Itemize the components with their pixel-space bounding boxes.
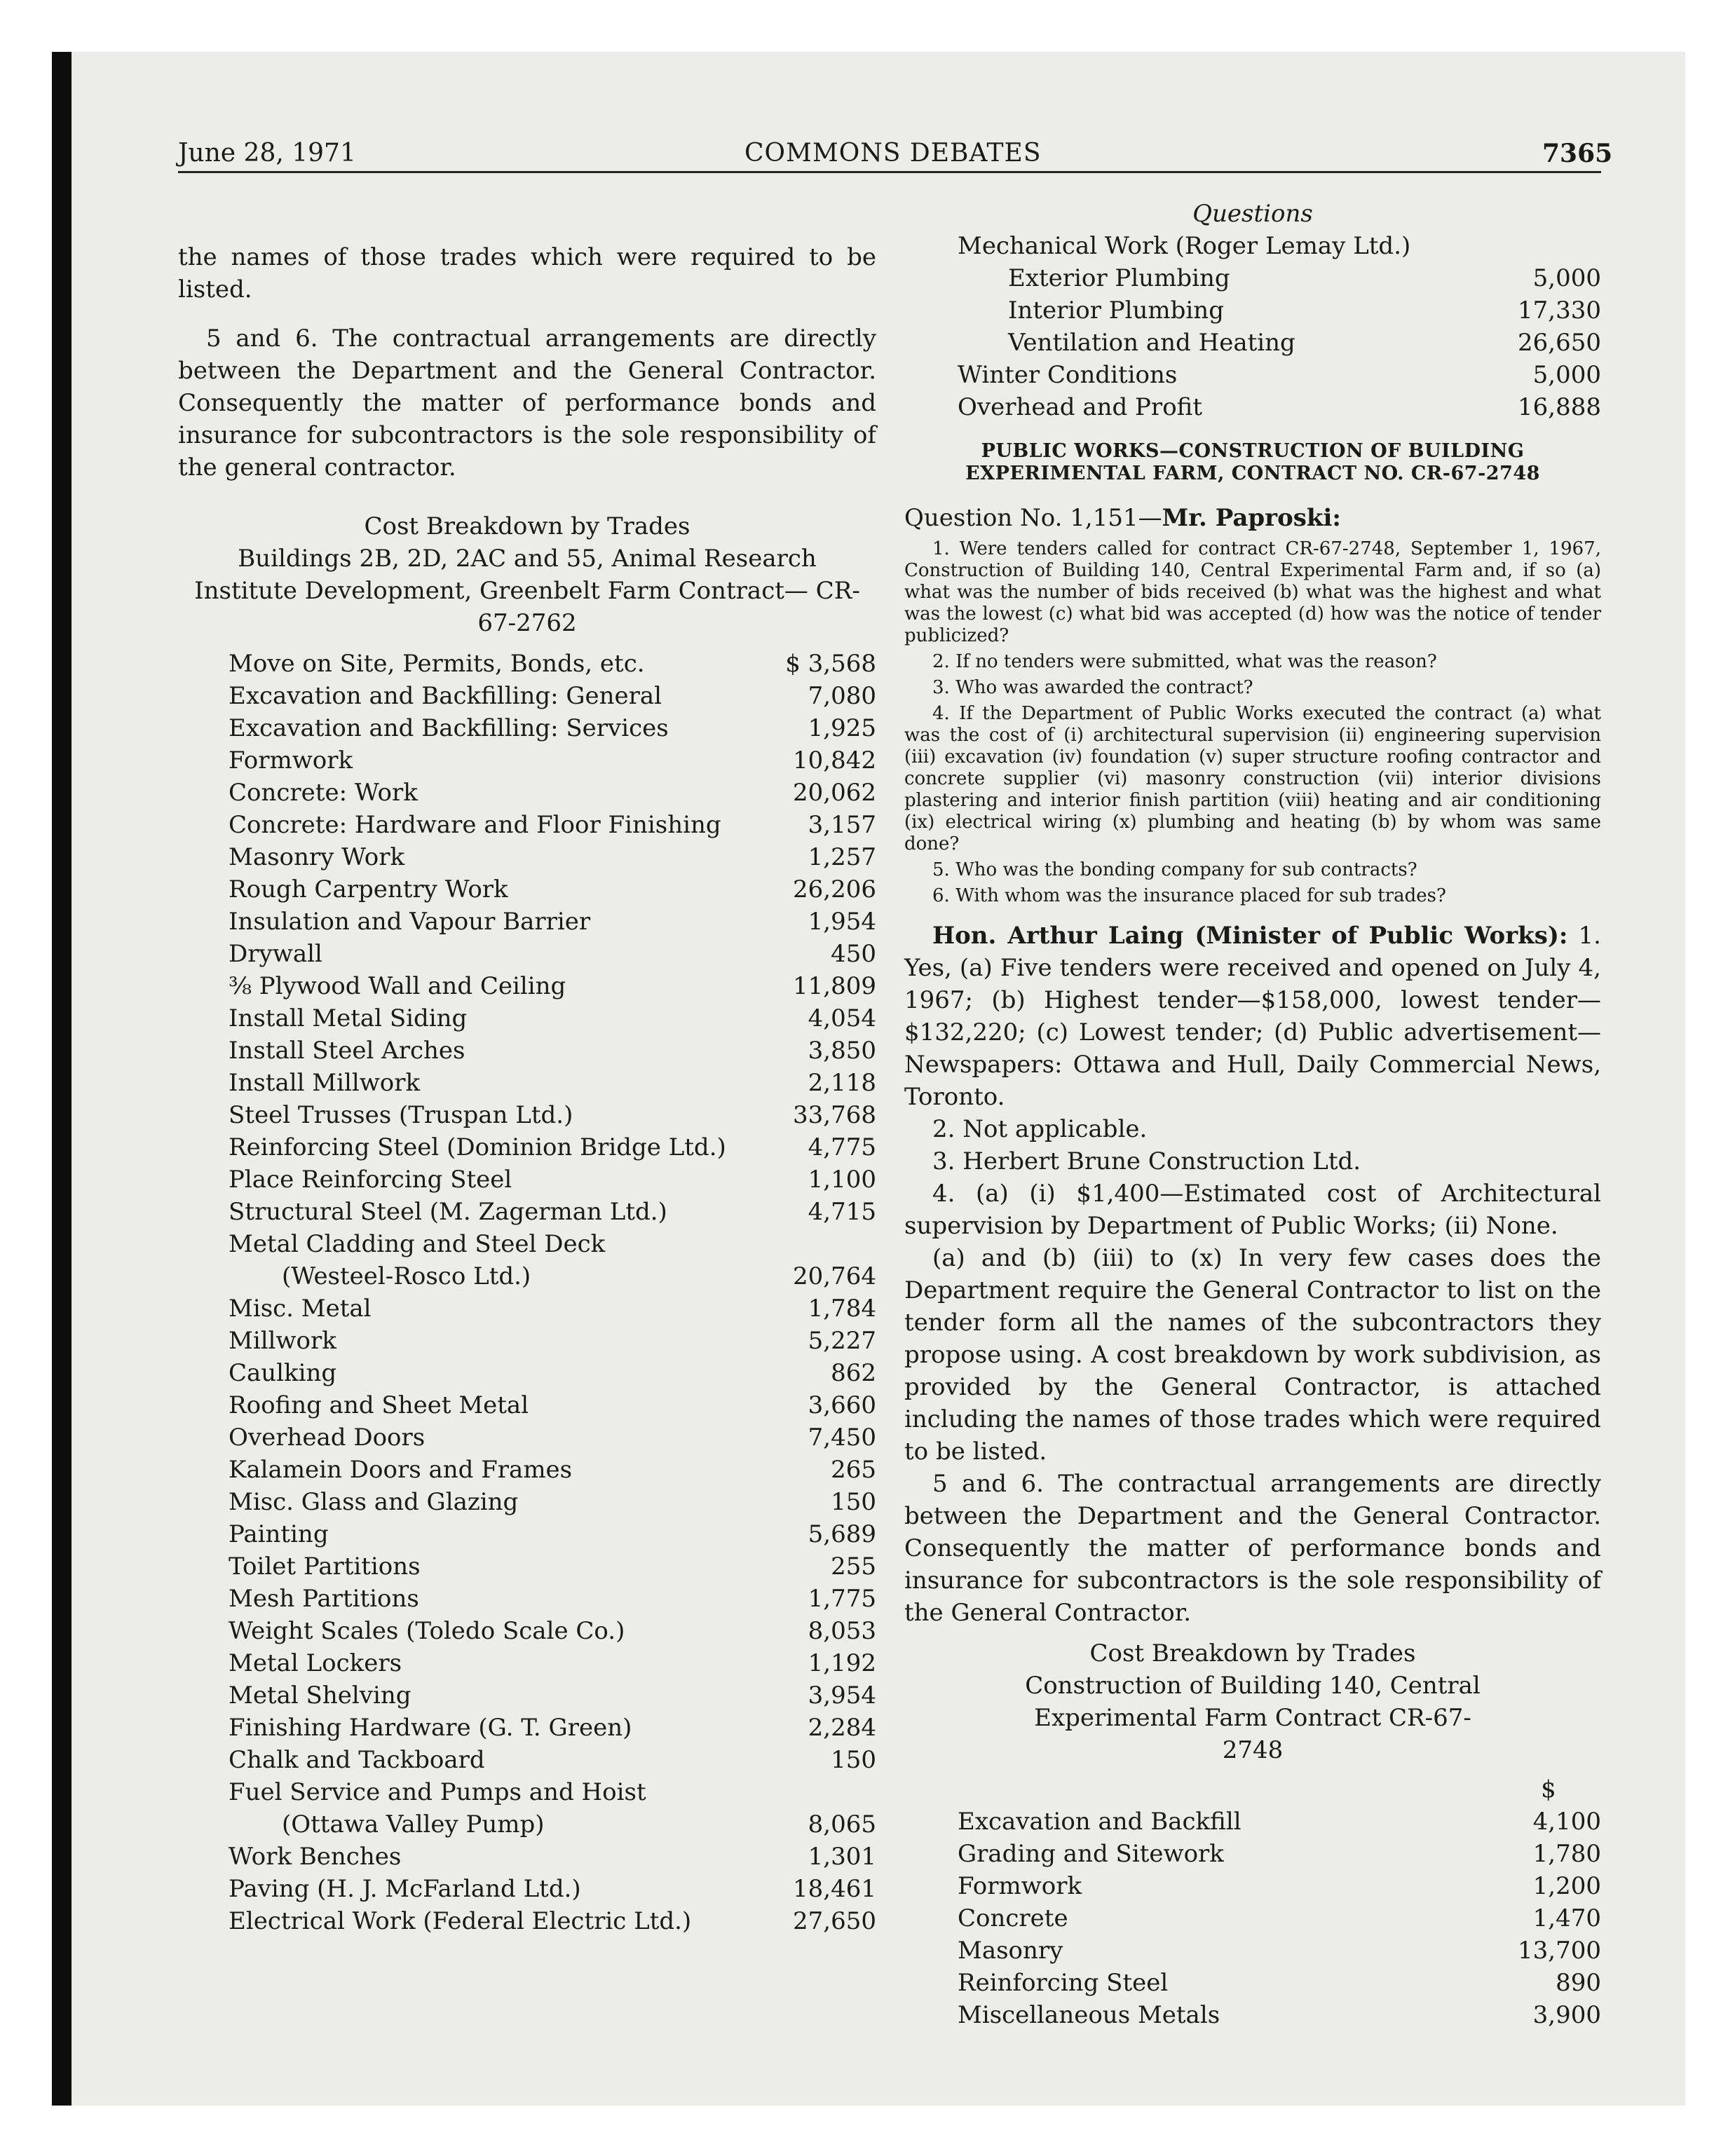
breakdown-subtitle-right: Construction of Building 140, Central Experimental Farm Contract CR-67-2748	[1025, 1672, 1481, 1764]
table-row	[229, 1035, 876, 1067]
item-label-text: Finishing Hardware (G. T. Green)	[229, 1714, 632, 1742]
item-value: 16,888	[1518, 393, 1601, 421]
item-label	[229, 744, 764, 777]
continued-text: the names of those trades which were required to be listed.	[178, 243, 876, 303]
item-label	[229, 1035, 764, 1067]
item-label-text: ⅜ Plywood Wall and Ceiling	[229, 972, 566, 1000]
item-label	[229, 1712, 764, 1744]
table-row	[958, 262, 1601, 294]
item-value: 7,080	[808, 682, 876, 710]
item-label	[229, 1454, 764, 1486]
item-label-text: Paving (H. J. McFarland Ltd.)	[229, 1875, 581, 1903]
item-label-text: Move on Site, Permits, Bonds, etc.	[229, 650, 645, 678]
item-value: 1,954	[808, 908, 876, 936]
item-value: 8,065	[808, 1810, 876, 1838]
answer-speaker: Hon. Arthur Laing (Minister of Public Works):	[932, 922, 1568, 950]
item-value: 27,650	[793, 1907, 876, 1935]
item-label-text: Masonry Work	[229, 843, 405, 871]
table-row	[958, 1806, 1601, 1838]
item-label	[229, 712, 764, 744]
item-label-text: Mesh Partitions	[229, 1585, 419, 1613]
item-value: 890	[1556, 1969, 1601, 1997]
table-row	[958, 1838, 1601, 1870]
item-label-text: Drywall	[229, 940, 322, 968]
table-row	[229, 680, 876, 712]
item-label-text: Place Reinforcing Steel	[229, 1166, 512, 1194]
item-label	[958, 1935, 1496, 1967]
binding-edge	[52, 52, 72, 2106]
table-row	[229, 1486, 876, 1518]
table-row	[229, 938, 876, 970]
item-value: 1,257	[808, 843, 876, 871]
item-value: 450	[831, 940, 876, 968]
item-label-text: Excavation and Backfill	[958, 1808, 1241, 1836]
item-label-text: Grading and Sitework	[958, 1840, 1224, 1868]
item-value: 1,100	[808, 1166, 876, 1194]
item-value: 5,000	[1532, 264, 1601, 292]
table-row	[229, 1325, 876, 1357]
item-label-text: Weight Scales (Toledo Scale Co.)	[229, 1617, 625, 1645]
item-label-continued: (Ottawa Valley Pump)	[282, 1810, 545, 1838]
item-value: 1,775	[808, 1585, 876, 1613]
item-label-text: Chalk and Tackboard	[229, 1746, 485, 1774]
item-label-text: Steel Trusses (Truspan Ltd.)	[229, 1101, 573, 1129]
item-label-text: Concrete: Work	[229, 779, 418, 807]
item-label	[958, 1838, 1496, 1870]
item-label-text: Millwork	[229, 1327, 336, 1355]
item-value: 1,925	[808, 714, 876, 742]
mech-heading: Mechanical Work (Roger Lemay Ltd.)	[958, 232, 1411, 260]
item-label-text: Overhead Doors	[229, 1424, 426, 1452]
item-label-text: Metal Cladding and Steel Deck	[229, 1230, 606, 1258]
table-row	[229, 1518, 876, 1550]
item-label	[958, 391, 1496, 423]
item-label-text: Excavation and Backfilling: Services	[229, 714, 669, 742]
item-label-text: Kalamein Doors and Frames	[229, 1456, 573, 1484]
item-label	[229, 1002, 764, 1035]
table-row	[229, 648, 876, 680]
question-item: 6. With whom was the insurance placed for sub trades?	[932, 885, 1446, 906]
table-row	[229, 1776, 876, 1841]
item-label-text: Formwork	[958, 1872, 1082, 1900]
item-value: 7,450	[808, 1424, 876, 1452]
item-label-text: Concrete: Hardware and Floor Finishing	[229, 811, 721, 839]
table-row	[229, 1196, 876, 1228]
item-label-text: Concrete	[958, 1904, 1068, 1932]
item-label	[229, 1292, 764, 1325]
table-row	[229, 1712, 876, 1744]
item-value: 11,809	[793, 972, 876, 1000]
item-label	[229, 809, 764, 841]
question-number: Question No. 1,151—	[904, 504, 1162, 532]
paragraph-5-6: 5 and 6. The contractual arrangements are directly between the Department and the General Contractor. Consequently the matter of performance bonds and insurance for subcontractors is the sole responsibility of the general contractor.	[178, 325, 876, 482]
cost-table-right	[904, 1806, 1601, 2031]
item-value: 33,768	[793, 1101, 876, 1129]
item-value: 1,200	[1532, 1872, 1601, 1900]
item-value: 265	[831, 1456, 876, 1484]
item-value: 150	[831, 1488, 876, 1516]
item-label-text: Overhead and Profit	[958, 393, 1202, 421]
table-row	[229, 744, 876, 777]
item-label	[958, 1806, 1496, 1838]
item-label	[958, 1999, 1496, 2031]
item-label	[229, 938, 764, 970]
cost-table-left	[178, 648, 876, 1937]
table-row	[229, 1228, 876, 1292]
item-value: 862	[831, 1359, 876, 1387]
question-item: 3. Who was awarded the contract?	[932, 677, 1253, 698]
item-value: 150	[831, 1746, 876, 1774]
item-value: 2,284	[808, 1714, 876, 1742]
item-label-text: Install Millwork	[229, 1069, 421, 1097]
item-label	[229, 1744, 764, 1776]
item-label	[229, 1776, 764, 1841]
item-value: 26,650	[1518, 329, 1601, 357]
answer-2: 2. Not applicable.	[932, 1115, 1148, 1143]
item-label	[229, 1583, 764, 1615]
item-value: 5,227	[808, 1327, 876, 1355]
item-label	[1008, 262, 1496, 294]
table-row	[229, 1002, 876, 1035]
left-column	[178, 198, 876, 1937]
header-date: June 28, 1971	[178, 139, 356, 168]
item-label	[229, 873, 764, 906]
item-label	[229, 1196, 764, 1228]
item-value: 20,062	[793, 779, 876, 807]
item-label	[229, 777, 764, 809]
table-row	[229, 1421, 876, 1454]
item-value: 5,000	[1532, 361, 1601, 389]
item-label-text: Roofing and Sheet Metal	[229, 1391, 529, 1419]
item-label	[229, 1841, 764, 1873]
table-row	[229, 1679, 876, 1712]
question-member: Mr. Paproski:	[1162, 504, 1341, 532]
item-value: 3,157	[808, 811, 876, 839]
table-row	[958, 327, 1601, 359]
item-label	[229, 648, 764, 680]
item-label-text: Work Benches	[229, 1843, 402, 1871]
item-label-text: Reinforcing Steel (Dominion Bridge Ltd.)	[229, 1133, 726, 1161]
table-row	[229, 1357, 876, 1389]
item-value: 3,954	[808, 1681, 876, 1710]
question-item: 4. If the Department of Public Works executed the contract (a) what was the cost of (i) architectural supervision (ii) engineering supervision (iii) excavation (iv) foundation (v) super structure roofing contractor and concrete supplier (vi) masonry construction (vii) interior divisions plastering and interior finish partition (viii) heating and air conditioning (ix) electrical wiring (x) plumbing and heating (b) by whom was same done?	[904, 703, 1601, 854]
item-value: 10,842	[793, 746, 876, 775]
table-row	[229, 1067, 876, 1099]
table-row	[958, 1999, 1601, 2031]
question-line	[904, 502, 1601, 534]
item-label	[229, 1873, 764, 1905]
header-page-number: 7365	[1542, 139, 1613, 168]
table-row	[229, 1873, 876, 1905]
item-label-text: Electrical Work (Federal Electric Ltd.)	[229, 1907, 692, 1935]
item-value: $ 3,568	[785, 650, 876, 678]
item-label	[958, 359, 1496, 391]
table-row	[229, 1164, 876, 1196]
item-label	[229, 1486, 764, 1518]
item-value: 20,764	[793, 1262, 876, 1290]
item-value: 4,054	[808, 1004, 876, 1032]
item-value: 1,192	[808, 1649, 876, 1677]
item-label	[229, 970, 764, 1002]
item-value: 3,660	[808, 1391, 876, 1419]
item-label-text: Excavation and Backfilling: General	[229, 682, 662, 710]
item-label	[229, 1550, 764, 1583]
item-label	[229, 1518, 764, 1550]
table-row	[958, 1967, 1601, 1999]
item-value: 5,689	[808, 1520, 876, 1548]
item-label	[958, 1902, 1496, 1935]
table-row	[229, 1131, 876, 1164]
item-value: 2,118	[808, 1069, 876, 1097]
item-label	[229, 1421, 764, 1454]
breakdown-title-right: Cost Breakdown by Trades	[1089, 1639, 1416, 1667]
currency-row	[904, 1773, 1601, 1806]
item-label-text: Painting	[229, 1520, 329, 1548]
item-label	[229, 1357, 764, 1389]
item-value: 8,053	[808, 1617, 876, 1645]
right-column	[904, 198, 1601, 2031]
item-label	[229, 1099, 764, 1131]
item-label	[229, 1647, 764, 1679]
item-label-text: Fuel Service and Pumps and Hoist	[229, 1778, 646, 1806]
item-label-text: Exterior Plumbing	[1008, 264, 1230, 292]
item-label	[229, 1164, 764, 1196]
currency-symbol: $	[1541, 1775, 1556, 1803]
item-label	[229, 1389, 764, 1421]
item-label-text: Metal Lockers	[229, 1649, 402, 1677]
table-row	[229, 1389, 876, 1421]
item-label-text: Winter Conditions	[958, 361, 1178, 389]
item-value: 1,301	[808, 1843, 876, 1871]
item-label	[229, 1905, 764, 1937]
table-row	[958, 1870, 1601, 1902]
table-row	[229, 1454, 876, 1486]
item-label-text: Interior Plumbing	[1008, 296, 1224, 325]
item-value: 17,330	[1518, 296, 1601, 325]
table-row	[229, 712, 876, 744]
table-row	[958, 391, 1601, 423]
table-row	[958, 359, 1601, 391]
table-row	[229, 777, 876, 809]
item-label-text: Caulking	[229, 1359, 337, 1387]
public-works-heading: PUBLIC WORKS—CONSTRUCTION OF BUILDING EXPERIMENTAL FARM, CONTRACT NO. CR-67-2748	[965, 440, 1540, 484]
item-label-text: Formwork	[229, 746, 353, 775]
item-value: 3,850	[808, 1037, 876, 1065]
item-label	[229, 1067, 764, 1099]
question-item: 5. Who was the bonding company for sub contracts?	[932, 859, 1417, 880]
table-row	[229, 841, 876, 873]
header-rule	[178, 171, 1601, 173]
table-row	[229, 873, 876, 906]
item-label	[229, 906, 764, 938]
table-row	[958, 294, 1601, 327]
item-label-text: Ventilation and Heating	[1008, 329, 1295, 357]
item-label	[229, 1228, 764, 1292]
item-label	[229, 680, 764, 712]
table-row	[229, 1905, 876, 1937]
item-label-text: Structural Steel (M. Zagerman Ltd.)	[229, 1198, 667, 1226]
item-label-text: Install Steel Arches	[229, 1037, 465, 1065]
item-value: 4,775	[808, 1133, 876, 1161]
table-row	[229, 1744, 876, 1776]
answer-1-text: 1. Yes, (a) Five tenders were received and opened on July 4, 1967; (b) Highest tender—$158,000, lowest tender—$132,220; (c) Lowest tender; (d) Public advertisement—Newspapers: Ottawa and Hull, Daily Commercial News, Toronto.	[904, 922, 1601, 1111]
item-label-text: Rough Carpentry Work	[229, 875, 508, 903]
item-label	[1008, 294, 1496, 327]
answer-5-6: 5 and 6. The contractual arrangements are directly between the Department and the General Contractor. Consequently the matter of performance bonds and insurance for subcontractors is the sole responsibility of the General Contractor.	[904, 1470, 1601, 1627]
item-label-text: Toilet Partitions	[229, 1553, 421, 1581]
item-label-continued: (Westeel-Rosco Ltd.)	[282, 1262, 531, 1290]
item-value: 1,780	[1532, 1840, 1601, 1868]
item-label-text: Reinforcing Steel	[958, 1969, 1169, 1997]
table-row	[229, 1550, 876, 1583]
item-value: 1,784	[808, 1295, 876, 1323]
question-item: 2. If no tenders were submitted, what was the reason?	[932, 651, 1437, 672]
item-value: 255	[831, 1553, 876, 1581]
answer-3: 3. Herbert Brune Construction Ltd.	[932, 1147, 1361, 1175]
item-label-text: Metal Shelving	[229, 1681, 411, 1710]
breakdown-subtitle: Buildings 2B, 2D, 2AC and 55, Animal Research Institute Development, Greenbelt Farm Contract— CR-67-2762	[194, 545, 860, 637]
table-row	[229, 1292, 876, 1325]
table-row	[229, 809, 876, 841]
item-label	[229, 1131, 764, 1164]
table-row	[229, 1583, 876, 1615]
table-row	[229, 906, 876, 938]
breakdown-title: Cost Breakdown by Trades	[364, 512, 690, 540]
item-label-text: Install Metal Siding	[229, 1004, 468, 1032]
question-item: 1. Were tenders called for contract CR-67-2748, September 1, 1967, Construction of Building 140, Central Experimental Farm and, if so (a) what was the number of bids received (b) what was the highest and what was the lowest (c) what bid was accepted (d) how was the notice of tender publicized?	[904, 538, 1601, 646]
item-value: 4,100	[1532, 1808, 1601, 1836]
item-label	[229, 1325, 764, 1357]
item-value: 18,461	[793, 1875, 876, 1903]
table-row	[229, 1841, 876, 1873]
mechanical-table	[904, 262, 1601, 423]
header-title: COMMONS DEBATES	[744, 139, 1042, 168]
answer-4: 4. (a) (i) $1,400—Estimated cost of Architectural supervision by Department of Public Works; (ii) None.	[904, 1180, 1601, 1240]
item-value: 1,470	[1532, 1904, 1601, 1932]
item-label	[958, 1870, 1496, 1902]
item-label-text: Miscellaneous Metals	[958, 2001, 1220, 2029]
item-label-text: Insulation and Vapour Barrier	[229, 908, 591, 936]
item-label	[229, 841, 764, 873]
item-label	[958, 1967, 1496, 1999]
item-label-text: Masonry	[958, 1937, 1063, 1965]
item-label	[1008, 327, 1496, 359]
question-list	[904, 538, 1601, 907]
table-row	[958, 1935, 1601, 1967]
item-value: 3,900	[1532, 2001, 1601, 2029]
table-row	[229, 1647, 876, 1679]
item-value: 4,715	[808, 1198, 876, 1226]
table-row	[229, 970, 876, 1002]
item-value: 13,700	[1518, 1937, 1601, 1965]
item-label-text: Misc. Metal	[229, 1295, 372, 1323]
table-row	[958, 1902, 1601, 1935]
answer-4b: (a) and (b) (iii) to (x) In very few cases does the Department require the General Contractor to list on the tender form all the names of the subcontractors they propose using. A cost breakdown by work subdivision, as provided by the General Contractor, is attached including the names of those trades which were required to be listed.	[904, 1244, 1601, 1466]
item-label-text: Misc. Glass and Glazing	[229, 1488, 519, 1516]
item-label	[229, 1679, 764, 1712]
table-row	[229, 1099, 876, 1131]
section-label: Questions	[1192, 200, 1313, 228]
answer-1	[904, 920, 1601, 1113]
item-value: 26,206	[793, 875, 876, 903]
table-row	[229, 1615, 876, 1647]
item-label	[229, 1615, 764, 1647]
